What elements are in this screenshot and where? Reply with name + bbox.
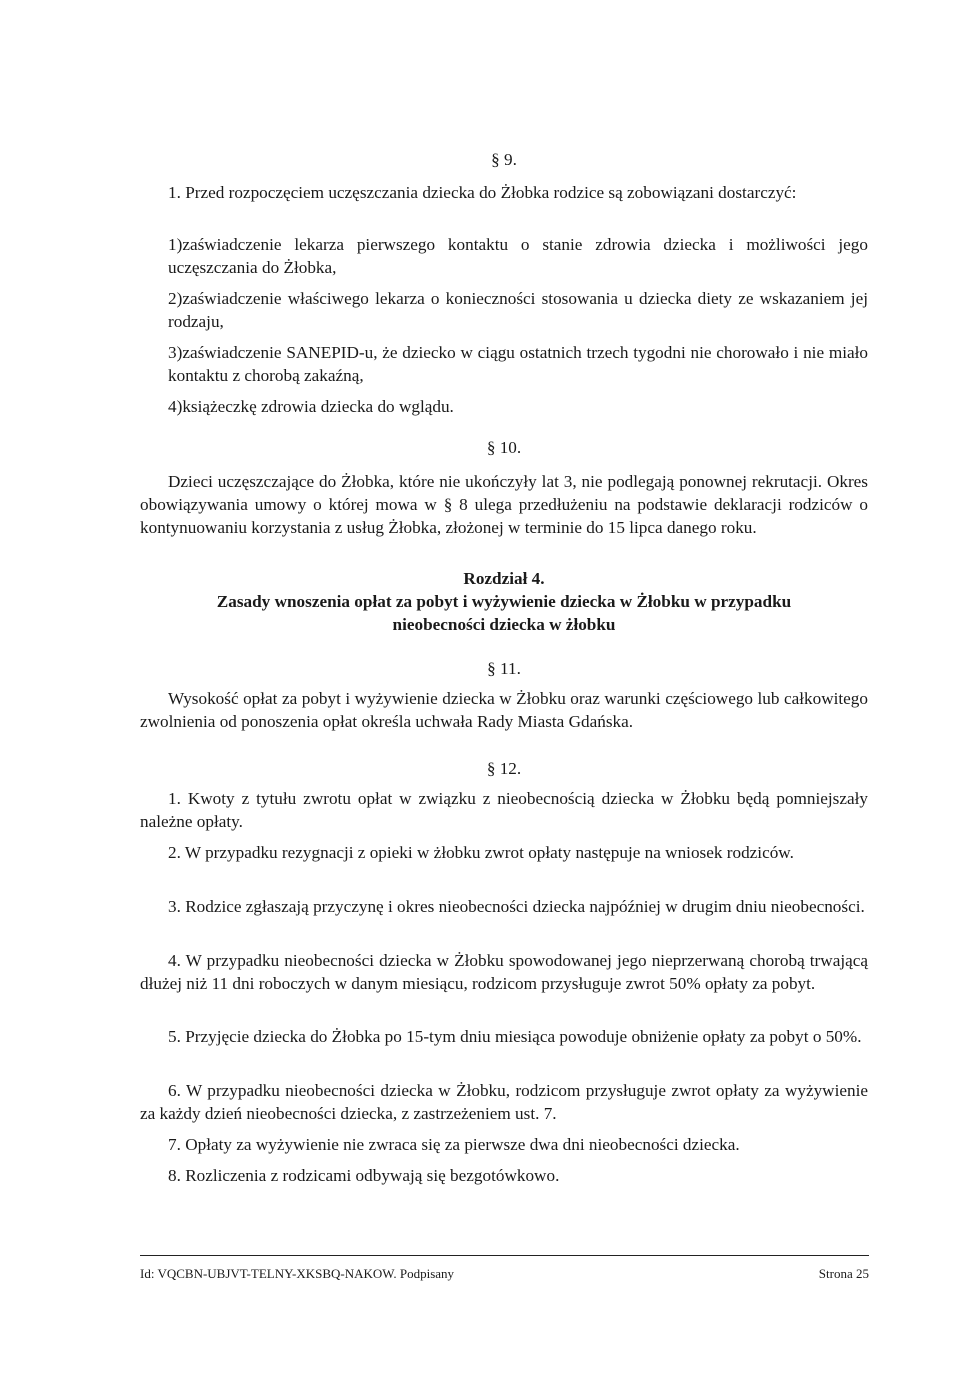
section-9-title: § 9. xyxy=(491,150,517,169)
footer-id: Id: VQCBN-UBJVT-TELNY-XKSBQ-NAKOW. Podpisany xyxy=(140,1266,455,1281)
section-9-item-2: 2)zaświadczenie właściwego lekarza o konieczności stosowania u dziecka diety ze wskazaniem jej rodzaju, xyxy=(168,289,868,331)
section-12-title: § 12. xyxy=(486,759,522,778)
section-12-point-4: 4. W przypadku nieobecności dziecka w Żłobku spowodowanej jego nieprzerwaną chorobą trwającą dłużej niż 11 dni roboczych w danym miesiącu, rodzicom przysługuje zwrot 50% opłaty za pobyt. xyxy=(140,951,868,993)
section-10-text: Dzieci uczęszczające do Żłobka, które nie ukończyły lat 3, nie podlegają ponownej rekrutacji. Okres obowiązywania umowy o której mowa w § 8 ulega przedłużeniu na podstawie deklaracji rodziców o kontynuowaniu korzystania z usług Żłobka, złożonej w terminie do 15 lipca danego roku. xyxy=(140,472,868,537)
section-12-point-2: 2. W przypadku rezygnacji z opieki w żłobku zwrot opłaty następuje na wniosek rodziców. xyxy=(168,843,794,862)
section-12-point-7: 7. Opłaty za wyżywienie nie zwraca się za pierwsze dwa dni nieobecności dziecka. xyxy=(168,1135,740,1154)
section-12-point-8: 8. Rozliczenia z rodzicami odbywają się bezgotówkowo. xyxy=(168,1166,560,1185)
section-11-title: § 11. xyxy=(487,659,521,678)
section-12-point-1: 1. Kwoty z tytułu zwrotu opłat w związku z nieobecnością dziecka w Żłobku będą pomniejszały należne opłaty. xyxy=(140,789,868,831)
section-9-paragraph-1: 1. Przed rozpoczęciem uczęszczania dziecka do Żłobka rodzice są zobowiązani dostarczyć: xyxy=(168,183,797,202)
chapter-title-line-1: Zasady wnoszenia opłat za pobyt i wyżywienie dziecka w Żłobku w przypadku xyxy=(216,592,792,611)
chapter-title-line-2: nieobecności dziecka w żłobku xyxy=(392,615,616,634)
section-10-title: § 10. xyxy=(486,438,522,457)
section-12-point-5: 5. Przyjęcie dziecka do Żłobka po 15-tym dniu miesiąca powoduje obniżenie opłaty za pobyt o 50%. xyxy=(168,1027,862,1046)
section-9-item-4: 4)książeczkę zdrowia dziecka do wglądu. xyxy=(168,397,454,416)
section-9-item-3: 3)zaświadczenie SANEPID-u, że dziecko w ciągu ostatnich trzech tygodni nie chorowało i nie miało kontaktu z chorobą zakaźną, xyxy=(168,343,868,385)
footer-divider xyxy=(140,1255,869,1256)
section-9-item-1: 1)zaświadczenie lekarza pierwszego kontaktu o stanie zdrowia dziecka i możliwości jego uczęszczania do Żłobka, xyxy=(168,235,868,277)
footer-page-number: Strona 25 xyxy=(818,1266,869,1281)
chapter-number: Rozdział 4. xyxy=(463,569,545,588)
section-12-point-6: 6. W przypadku nieobecności dziecka w Żłobku, rodzicom przysługuje zwrot opłaty za wyżywienie za każdy dzień nieobecności dziecka, z zastrzeżeniem ust. 7. xyxy=(140,1081,868,1123)
section-12-point-3: 3. Rodzice zgłaszają przyczynę i okres nieobecności dziecka najpóźniej w drugim dniu nieobecności. xyxy=(168,897,865,916)
section-11-text: Wysokość opłat za pobyt i wyżywienie dziecka w Żłobku oraz warunki częściowego lub całkowitego zwolnienia od ponoszenia opłat określa uchwała Rady Miasta Gdańska. xyxy=(140,689,868,731)
